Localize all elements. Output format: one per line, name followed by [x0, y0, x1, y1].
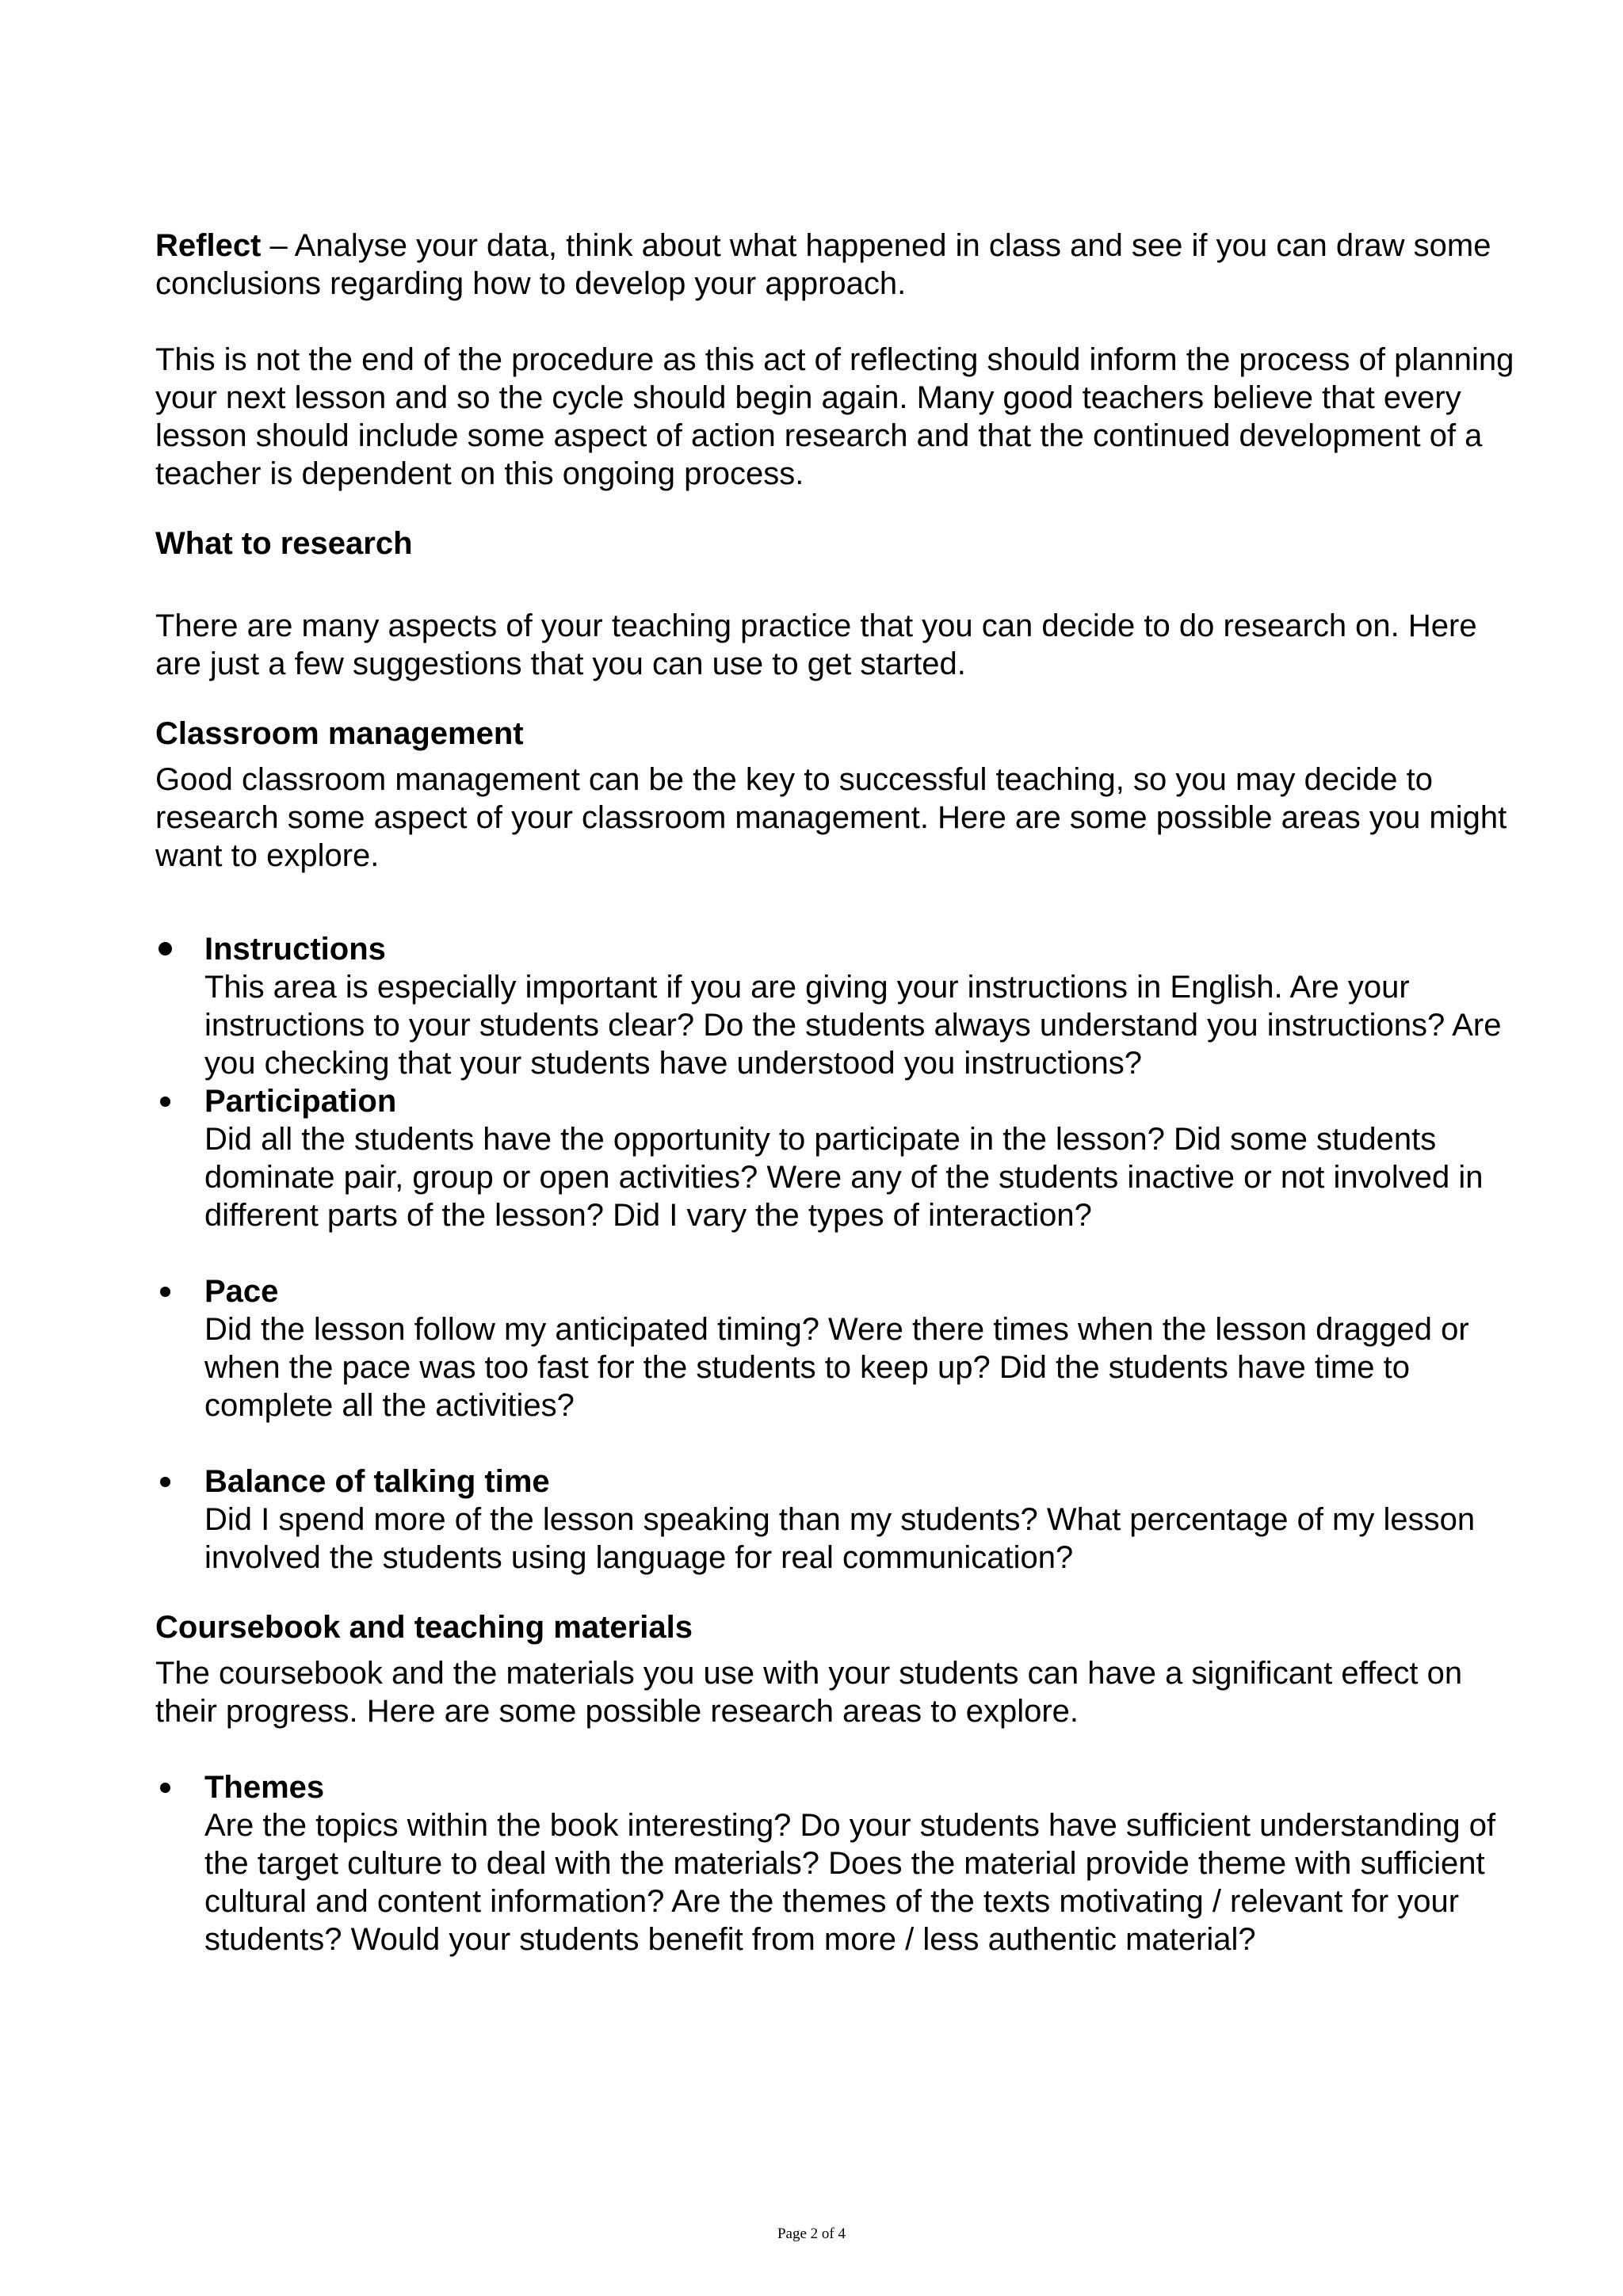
list-item-text: Did all the students have the opportunity to participate in the lesson? Did some students dominate pair, group or open activities? Were any of the students inactive or not involved in different parts of the lesson? Did I vary the types of interaction? [204, 1122, 1484, 1233]
coursebook-list [155, 1768, 1518, 1958]
list-item-title: Balance of talking time [204, 1464, 550, 1499]
list-item-instructions [155, 930, 1518, 1082]
classroom-management-intro: Good classroom management can be the key to successful teaching, so you may decide to research some aspect of your classroom management. Here are some possible areas you might want to explore. [155, 762, 1507, 873]
bullet-icon [160, 1477, 170, 1487]
list-item-title: Instructions [204, 932, 386, 967]
list-item-title: Themes [204, 1770, 325, 1805]
page-number: Page 2 of 4 [777, 2225, 846, 2242]
list-item-balance-of-talking-time [155, 1463, 1518, 1577]
list-item-text: Did I spend more of the lesson speaking than my students? What percentage of my lesson involved the students using language for real communication? [204, 1502, 1476, 1575]
list-item-text: This area is especially important if you are giving your instructions in English. Are your instructions to your students clear? Do the students always understand you instructions? Are you checking that your students have understood you instructions? [204, 970, 1502, 1081]
document-page [155, 227, 1518, 1958]
list-item-participation [155, 1082, 1518, 1234]
bullet-icon [160, 1097, 170, 1107]
what-to-research-intro: There are many aspects of your teaching practice that you can decide to do research on. Here are just a few suggestions that you can use to get started. [155, 608, 1477, 681]
classroom-management-heading: Classroom management [155, 716, 524, 751]
what-to-research-heading: What to research [155, 526, 413, 561]
reflect-label: Reflect [155, 228, 262, 263]
list-item-themes [155, 1768, 1518, 1958]
reflect-paragraph [155, 227, 1518, 303]
reflect-text: – Analyse your data, think about what happened in class and see if you can draw some conclusions regarding how to develop your approach. [155, 228, 1491, 301]
list-item-title: Pace [204, 1274, 279, 1309]
classroom-management-list [155, 930, 1518, 1577]
coursebook-heading: Coursebook and teaching materials [155, 1610, 693, 1645]
list-item-text: Are the topics within the book interesting? Do your students have sufficient understanding of the target culture to deal with the materials? Does the material provide theme with sufficient cultural and content information? Are the themes of the texts motivating / relevant for your students? Would your students benefit from more / less authentic material? [204, 1808, 1496, 1957]
bullet-icon [160, 1287, 170, 1297]
bullet-icon [158, 942, 172, 955]
list-item-pace [155, 1272, 1518, 1425]
bullet-icon [160, 1783, 170, 1793]
list-item-text: Did the lesson follow my anticipated timing? Were there times when the lesson dragged or when the pace was too fast for the students to keep up? Did the students have time to complete all the activities? [204, 1312, 1469, 1423]
list-item-title: Participation [204, 1084, 397, 1119]
coursebook-intro: The coursebook and the materials you use with your students can have a significant effect on their progress. Here are some possible research areas to explore. [155, 1656, 1463, 1729]
cycle-paragraph: This is not the end of the procedure as this act of reflecting should inform the process of planning your next lesson and so the cycle should begin again. Many good teachers believe that every lesson should include some aspect of action research and that the continued development of a teacher is dependent on this ongoing process. [155, 342, 1514, 491]
